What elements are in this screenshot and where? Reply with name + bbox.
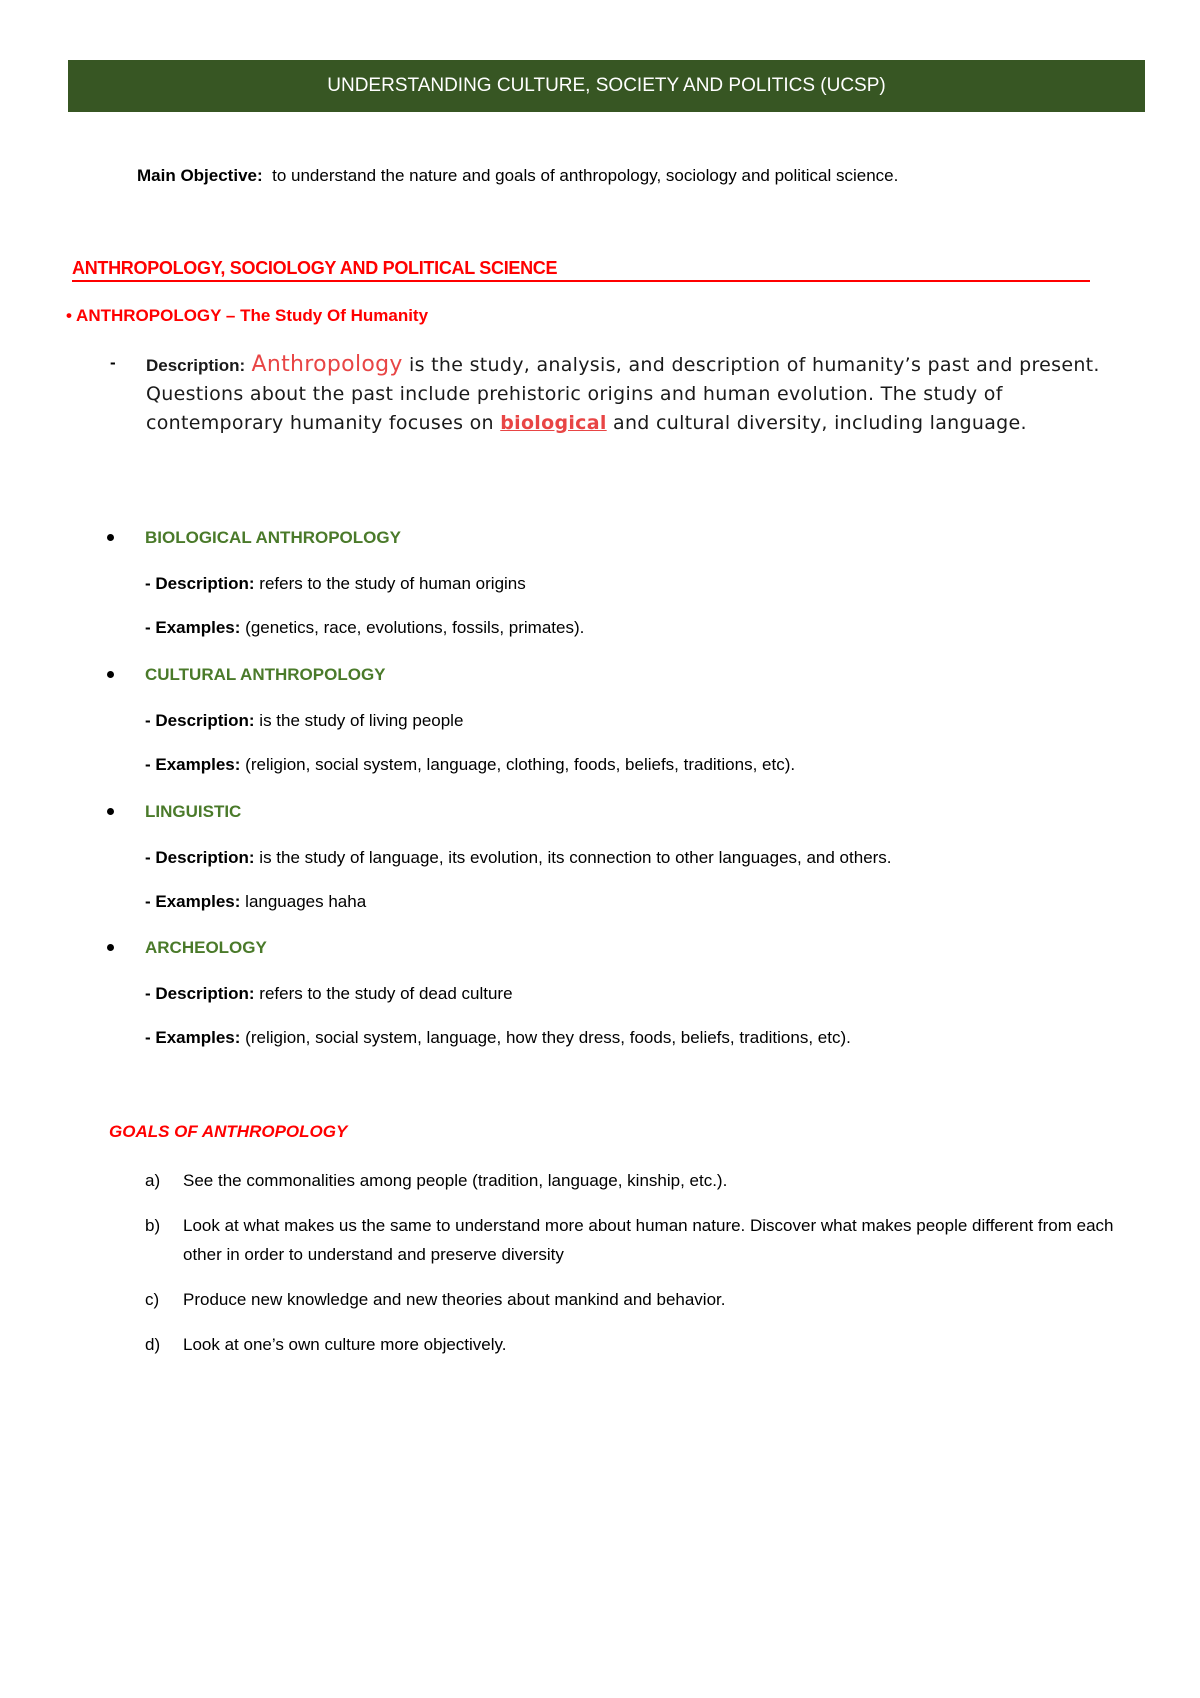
list-marker: c)	[145, 1290, 160, 1309]
list-item	[145, 1285, 1135, 1314]
subfield-cultural-anthropology	[107, 665, 1147, 775]
goal-text: Produce new knowledge and new theories about mankind and behavior.	[183, 1290, 726, 1309]
list-marker: d)	[145, 1335, 161, 1354]
subfield-examples: - Examples: languages haha	[145, 892, 367, 911]
objective-label: Main Objective:	[137, 166, 263, 185]
subfield-description: - Description: refers to the study of dead culture	[145, 984, 513, 1003]
list-marker: a)	[145, 1171, 161, 1190]
document-title: UNDERSTANDING CULTURE, SOCIETY AND POLITICS (UCSP)	[327, 75, 886, 96]
subfield-examples: - Examples: (religion, social system, language, how they dress, foods, beliefs, traditions, etc).	[145, 1028, 851, 1047]
bullet-icon	[107, 808, 114, 815]
subfield-title: CULTURAL ANTHROPOLOGY	[107, 665, 1147, 687]
anthropology-topic: • ANTHROPOLOGY – The Study Of Humanity	[66, 306, 429, 325]
bullet-icon	[107, 671, 114, 678]
subfield-linguistic	[107, 802, 1147, 912]
subfield-archeology	[107, 938, 1147, 1048]
goals-list	[145, 1166, 1135, 1375]
objective-text: to understand the nature and goals of anthropology, sociology and political science.	[272, 166, 899, 185]
list-item	[145, 1166, 1135, 1195]
description-label: Description:	[146, 356, 246, 375]
subfield-description: - Description: refers to the study of human origins	[145, 574, 526, 593]
bullet-icon	[107, 534, 114, 541]
goal-text: See the commonalities among people (tradition, language, kinship, etc.).	[183, 1171, 728, 1190]
subfield-description: - Description: is the study of language, its evolution, its connection to other languages, and others.	[145, 848, 892, 867]
subfield-title: ARCHEOLOGY	[107, 938, 1147, 960]
description-text-part1: is the study, analysis, and description of humanity’s past and present. Questions about the past include prehistoric origins and human evolution. The study of contemporary humanity focuses on	[146, 354, 1100, 434]
goal-text: Look at one’s own culture more objectively.	[183, 1335, 507, 1354]
goal-text: Look at what makes us the same to understand more about human nature. Discover what makes people different from each other in order to understand and preserve diversity	[183, 1216, 1114, 1264]
document-title-banner	[68, 60, 1145, 112]
description-dash: -	[110, 353, 116, 372]
anthropology-description	[110, 350, 1140, 438]
subfield-biological-anthropology	[107, 528, 1147, 638]
section-heading: ANTHROPOLOGY, SOCIOLOGY AND POLITICAL SCIENCE	[72, 258, 1090, 282]
subfield-examples: - Examples: (genetics, race, evolutions, fossils, primates).	[145, 618, 585, 637]
subfield-title: BIOLOGICAL ANTHROPOLOGY	[107, 528, 1147, 550]
subfield-title: LINGUISTIC	[107, 802, 1147, 824]
bullet-icon	[107, 944, 114, 951]
description-text-part2: and cultural diversity, including language.	[606, 412, 1027, 434]
list-item	[145, 1211, 1135, 1269]
list-item	[145, 1330, 1135, 1359]
subfield-description: - Description: is the study of living people	[145, 711, 464, 730]
goals-heading: GOALS OF ANTHROPOLOGY	[109, 1122, 348, 1141]
list-marker: b)	[145, 1216, 161, 1235]
main-objective	[137, 166, 898, 186]
description-paragraph	[146, 350, 1140, 438]
subfield-examples: - Examples: (religion, social system, language, clothing, foods, beliefs, traditions, etc).	[145, 755, 796, 774]
keyword-anthropology: Anthropology	[251, 352, 403, 377]
keyword-biological: biological	[500, 412, 607, 434]
